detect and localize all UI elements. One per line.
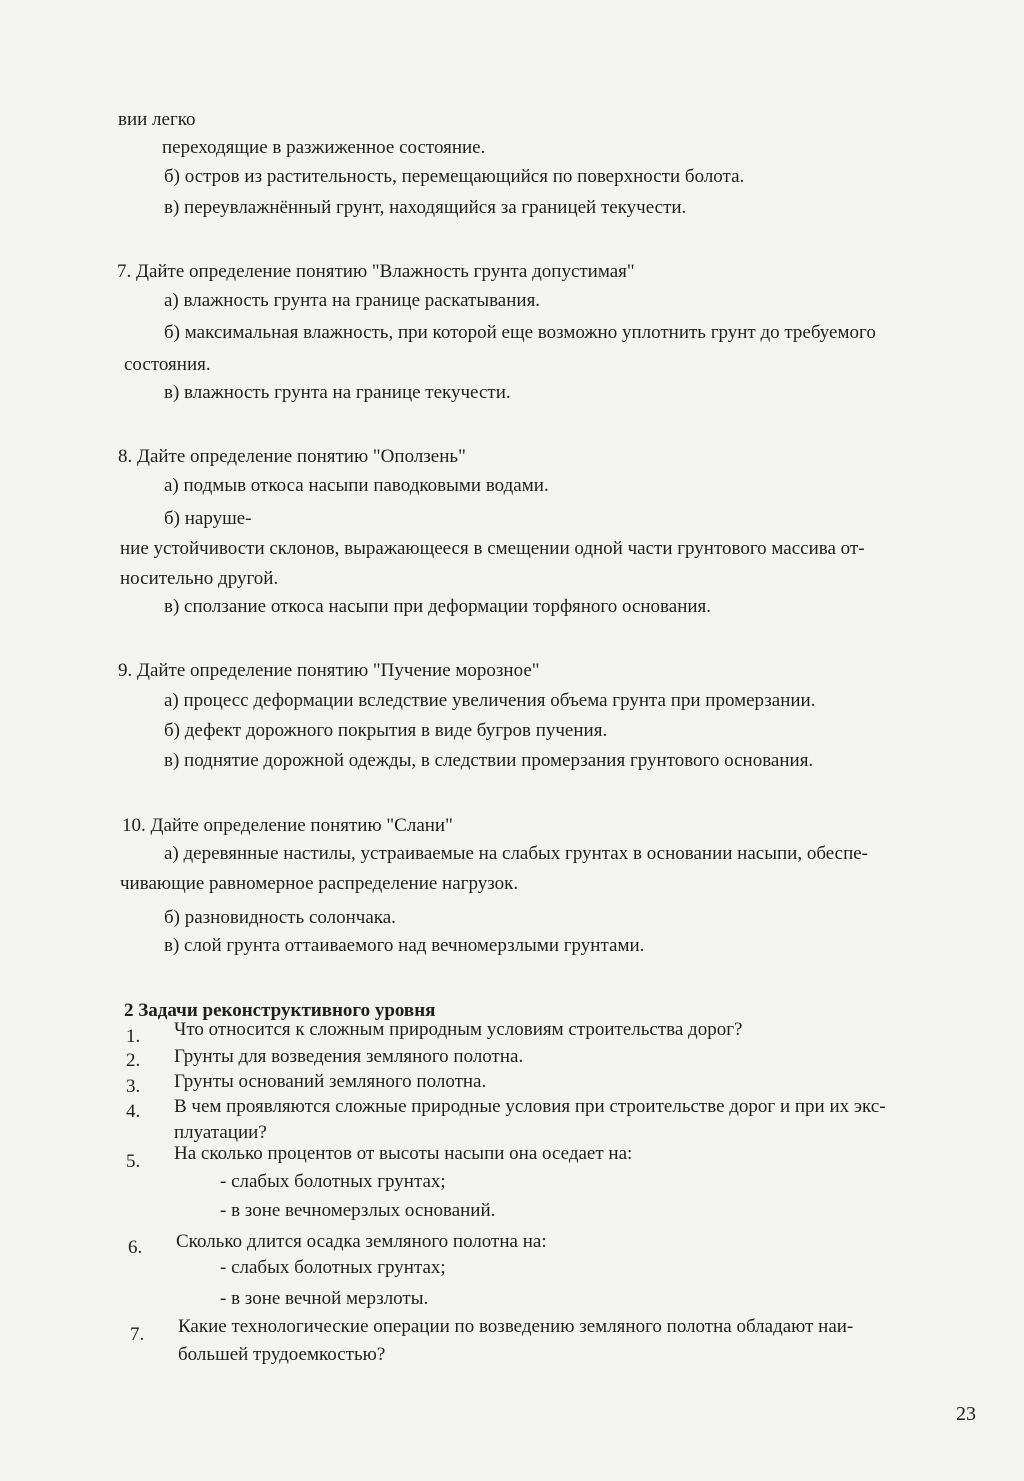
list-item-number: 7. <box>130 1324 145 1345</box>
list-item-text: На сколько процентов от высоты насыпи она оседает на: <box>174 1143 633 1164</box>
q10-option-v: в) слой грунта оттаиваемого над вечномерзлыми грунтами. <box>164 935 645 956</box>
q10-option-a-line1: а) деревянные настилы, устраиваемые на слабых грунтах в основании насыпи, обеспе- <box>164 843 869 864</box>
list-subitem: - в зоне вечной мерзлоты. <box>220 1288 429 1309</box>
q10-title: 10. Дайте определение понятию "Слани" <box>122 815 453 836</box>
list-item-number: 4. <box>126 1101 141 1122</box>
list-item-text-cont: плуатации? <box>174 1122 267 1143</box>
q10-option-b: б) разновидность солончака. <box>164 907 396 928</box>
q8-option-a: а) подмыв откоса насыпи паводковыми водами. <box>164 475 549 496</box>
list-item-text-cont: большей трудоемкостью? <box>178 1344 386 1365</box>
q10-option-a-line2: чивающие равномерное распределение нагрузок. <box>120 873 519 894</box>
list-subitem: - слабых болотных грунтах; <box>220 1171 446 1192</box>
q9-option-a: а) процесс деформации вследствие увеличения объема грунта при промерзании. <box>164 690 816 711</box>
list-item-number: 6. <box>128 1237 143 1258</box>
prev-line-2: переходящие в разжиженное состояние. <box>162 137 486 158</box>
list-item-number: 1. <box>126 1026 141 1047</box>
list-subitem: - слабых болотных грунтах; <box>220 1257 446 1278</box>
list-subitem: - в зоне вечномерзлых оснований. <box>220 1200 496 1221</box>
q9-title: 9. Дайте определение понятию "Пучение морозное" <box>118 660 540 681</box>
q8-option-b-line2: ние устойчивости склонов, выражающееся в смещении одной части грунтового массива от- <box>120 538 865 559</box>
list-item-number: 2. <box>126 1050 141 1071</box>
list-item-number: 5. <box>126 1151 141 1172</box>
list-item-text: Грунты для возведения земляного полотна. <box>174 1046 524 1067</box>
list-item-number: 3. <box>126 1076 141 1097</box>
q9-option-v: в) поднятие дорожной одежды, в следствии промерзания грунтового основания. <box>164 750 814 771</box>
q8-option-b-line1: б) наруше- <box>164 508 252 529</box>
list-item-text: Сколько длится осадка земляного полотна на: <box>176 1231 547 1252</box>
q7-option-b-line1: б) максимальная влажность, при которой еще возможно уплотнить грунт до требуемого <box>164 322 876 343</box>
q7-title: 7. Дайте определение понятию "Влажность грунта допустимая" <box>117 261 635 282</box>
q7-option-b-line2: состояния. <box>124 354 211 375</box>
q7-option-v: в) влажность грунта на границе текучести. <box>164 382 511 403</box>
list-item-text: В чем проявляются сложные природные условия при строительстве дорог и при их экс- <box>174 1096 886 1117</box>
q8-option-v: в) сползание откоса насыпи при деформации торфяного основания. <box>164 596 712 617</box>
prev-line-1: вии легко <box>118 109 196 130</box>
prev-option-v: в) переувлажнённый грунт, находящийся за границей текучести. <box>164 197 687 218</box>
section-heading: 2 Задачи реконструктивного уровня <box>124 1000 436 1021</box>
q8-title: 8. Дайте определение понятию "Оползень" <box>118 446 466 467</box>
list-item-text: Грунты оснований земляного полотна. <box>174 1071 487 1092</box>
q9-option-b: б) дефект дорожного покрытия в виде бугров пучения. <box>164 720 608 741</box>
prev-option-b: б) остров из растительность, перемещающийся по поверхности болота. <box>164 166 745 187</box>
list-item-text: Какие технологические операции по возведению земляного полотна обладают наи- <box>178 1316 854 1337</box>
page-number: 23 <box>956 1403 976 1425</box>
q8-option-b-line3: носительно другой. <box>120 568 279 589</box>
q7-option-a: а) влажность грунта на границе раскатывания. <box>164 290 541 311</box>
list-item-text: Что относится к сложным природным условиям строительства дорог? <box>174 1019 743 1040</box>
